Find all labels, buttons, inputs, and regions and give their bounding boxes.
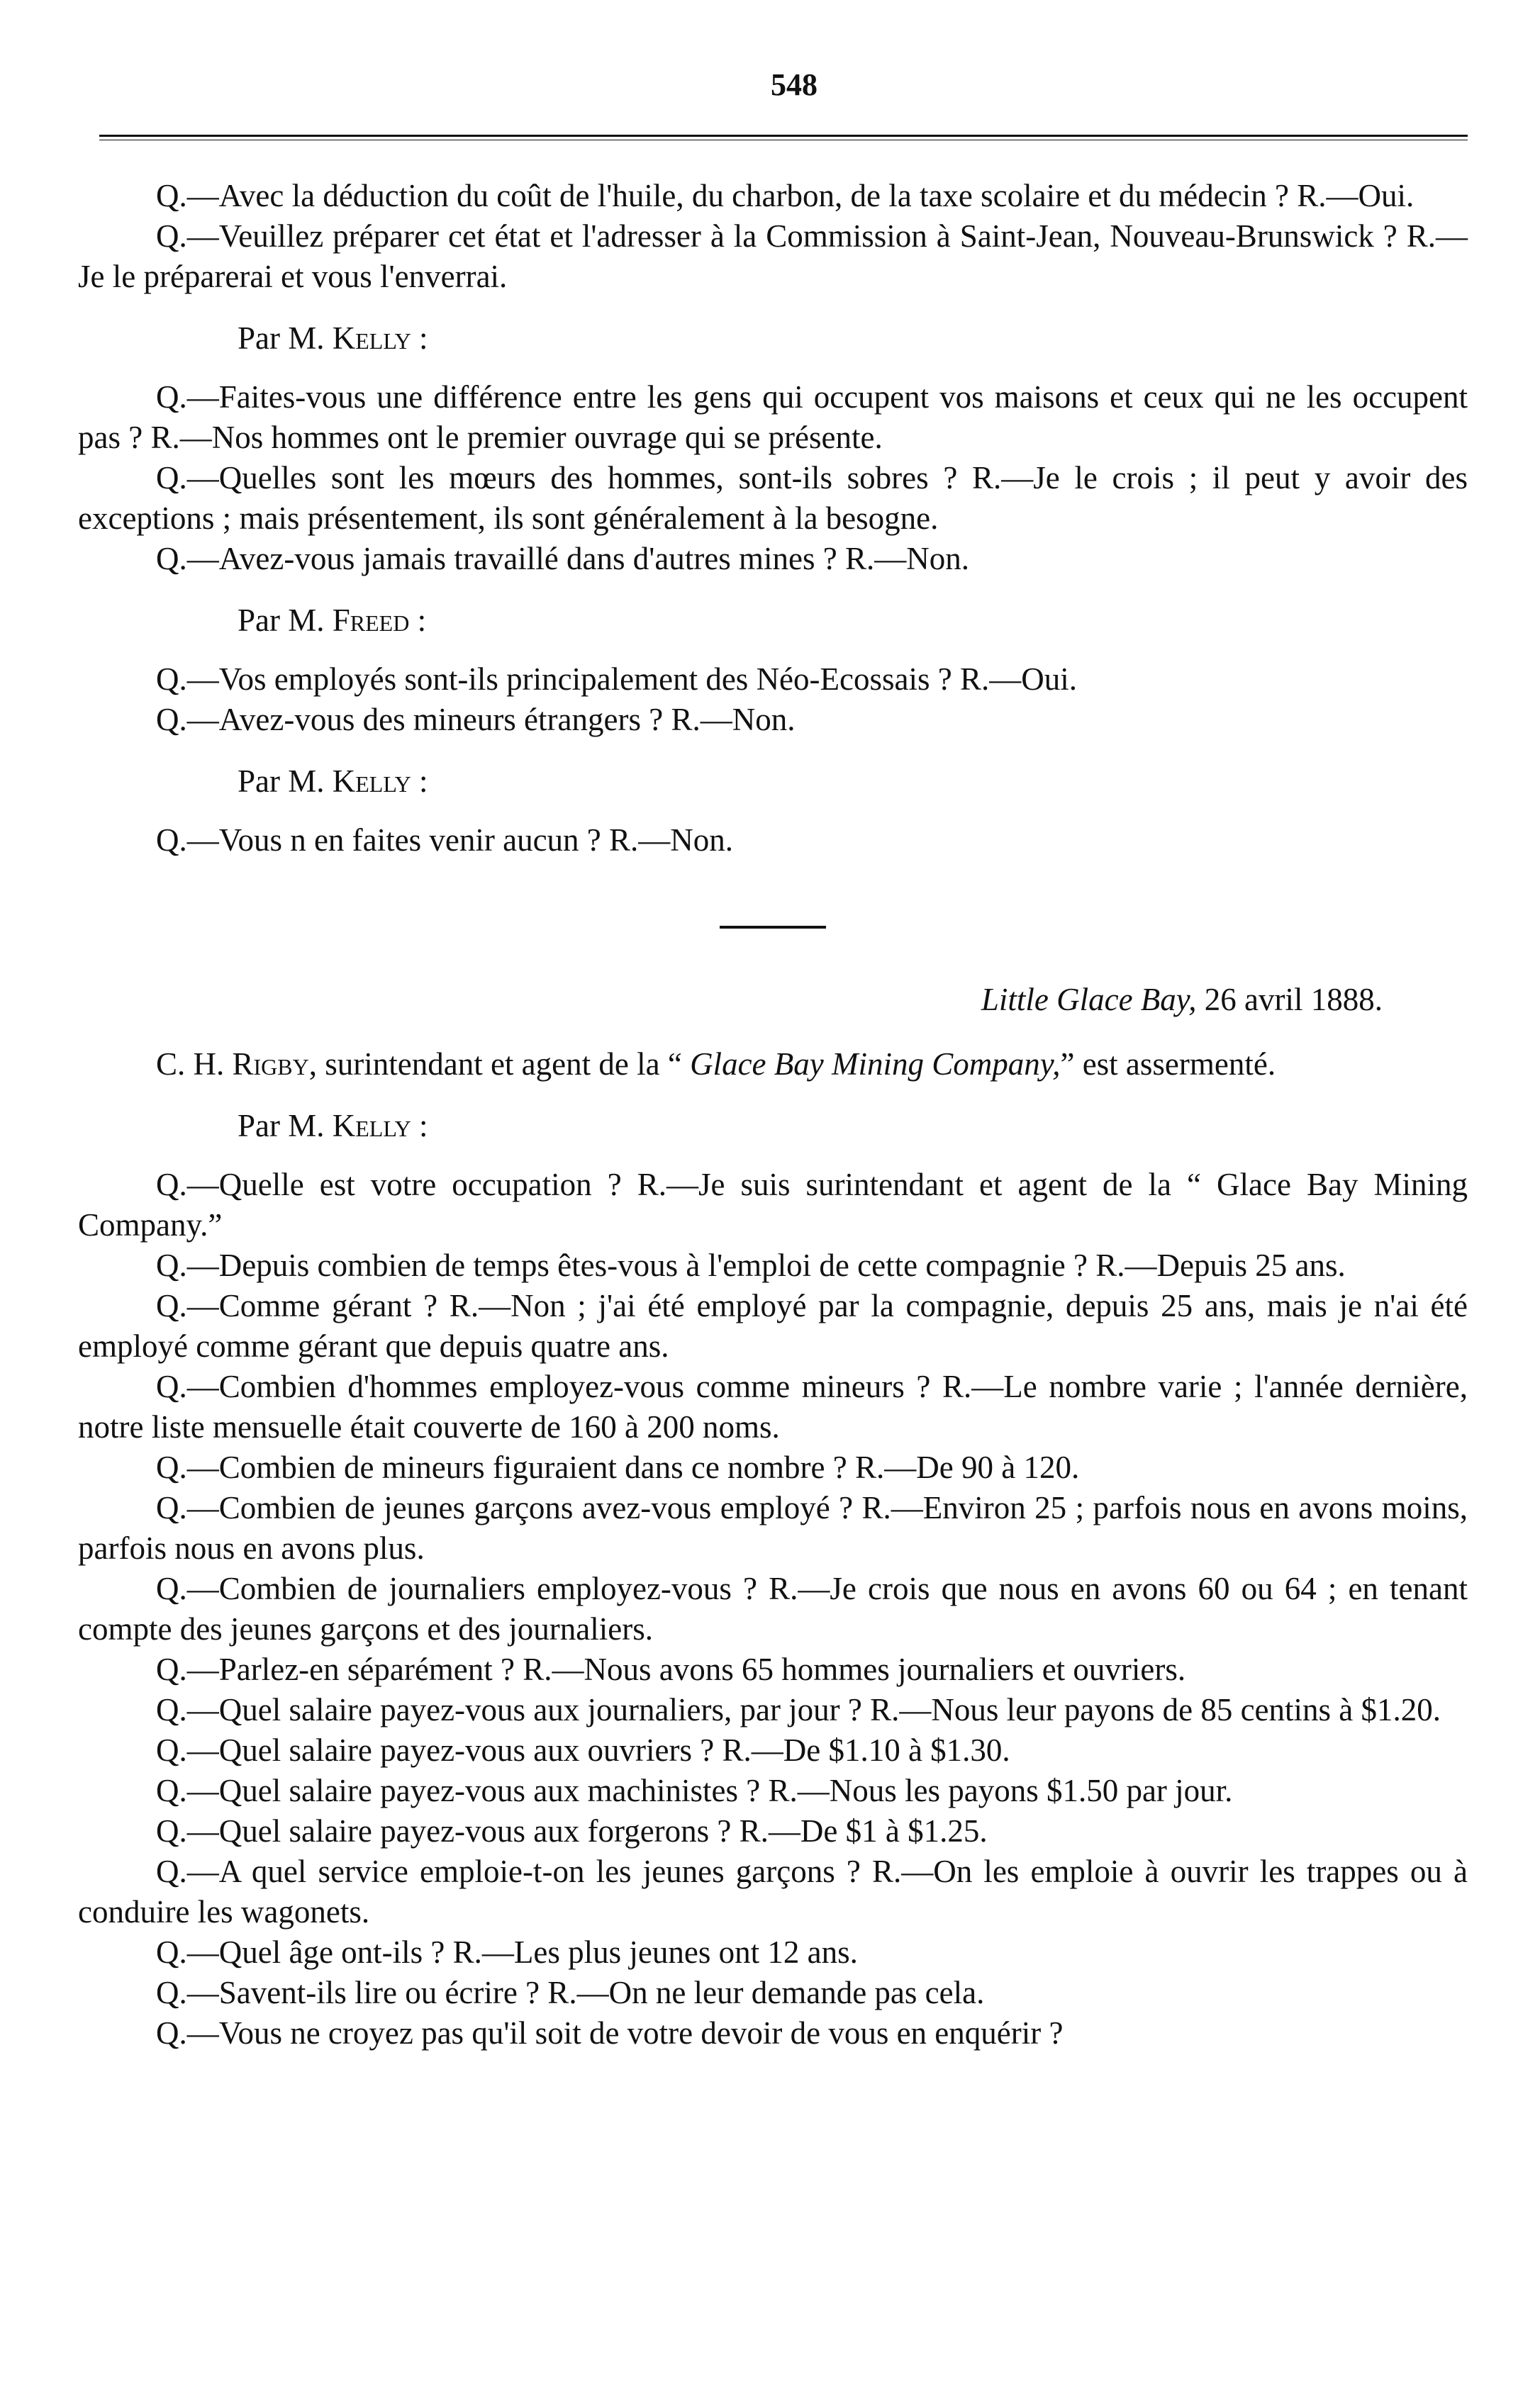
dateline-date: 26 avril 1888. <box>1196 982 1383 1017</box>
qa-paragraph: Q.—Quelles sont les mœurs des hommes, sont-ils sobres ? R.—Je le crois ; il peut y avoir des exceptions ; mais présentement, ils sont généralement à la besogne. <box>78 460 1468 536</box>
qa-paragraph: Q.—Quel salaire payez-vous aux ouvriers ? R.—De $1.10 à $1.30. <box>156 1732 1010 1768</box>
dateline <box>78 980 1468 1020</box>
witness-name: Rigby <box>232 1046 309 1082</box>
qa-paragraph: Q.—Savent-ils lire ou écrire ? R.—On ne leur demande pas cela. <box>156 1975 985 2010</box>
qa-paragraph: Q.—Avez-vous jamais travaillé dans d'autres mines ? R.—Non. <box>156 541 969 576</box>
qa-paragraph: Q.—Quel salaire payez-vous aux forgerons ? R.—De $1 à $1.25. <box>156 1813 988 1849</box>
speaker-prefix: Par M. <box>238 603 325 638</box>
qa-paragraph: Q.—Quel salaire payez-vous aux journaliers, par jour ? R.—Nous leur payons de 85 centins à $1.20. <box>156 1692 1441 1727</box>
qa-paragraph: Q.—Avez-vous des mineurs étrangers ? R.—Non. <box>156 702 796 737</box>
qa-paragraph: Q.—Avec la déduction du coût de l'huile, du charbon, de la taxe scolaire et du médecin ? R.—Oui. <box>156 178 1415 213</box>
speaker-prefix: Par M. <box>238 763 325 799</box>
company-name: Glace Bay Mining Company, <box>690 1046 1061 1082</box>
qa-paragraph: Q.—Faites-vous une différence entre les gens qui occupent vos maisons et ceux qui ne les occupent pas ? R.—Nos hommes ont le premier ouvrage qui se présente. <box>78 379 1468 455</box>
page-body <box>78 176 1468 2054</box>
document-page <box>78 64 1468 2054</box>
speaker-name: Kelly <box>332 763 411 799</box>
qa-paragraph: Q.—Combien de journaliers employez-vous ? R.—Je crois que nous en avons 60 ou 64 ; en tenant compte des jeunes garçons et des journaliers. <box>78 1571 1468 1647</box>
qa-paragraph: Q.—Combien de mineurs figuraient dans ce nombre ? R.—De 90 à 120. <box>156 1450 1080 1485</box>
speaker-suffix: : <box>409 603 427 638</box>
speaker-name: Freed <box>332 603 410 638</box>
header-rule <box>99 135 1468 140</box>
witness-text-end: ” est assermenté. <box>1060 1046 1276 1082</box>
speaker-suffix: : <box>411 320 428 356</box>
speaker-suffix: : <box>411 763 428 799</box>
qa-paragraph: Q.—Combien de jeunes garçons avez-vous employé ? R.—Environ 25 ; parfois nous en avons moins, parfois nous en avons plus. <box>78 1490 1468 1566</box>
page-number: 548 <box>771 67 818 102</box>
qa-paragraph: Q.—Quel salaire payez-vous aux machinistes ? R.—Nous les payons $1.50 par jour. <box>156 1773 1233 1808</box>
speaker-suffix: : <box>411 1108 428 1143</box>
qa-paragraph: Q.—A quel service emploie-t-on les jeunes garçons ? R.—On les emploie à ouvrir les trappes ou à conduire les wagonets. <box>78 1854 1468 1930</box>
speaker-prefix: Par M. <box>238 1108 325 1143</box>
qa-paragraph: Q.—Vous n en faites venir aucun ? R.—Non. <box>156 822 734 858</box>
qa-paragraph: Q.—Comme gérant ? R.—Non ; j'ai été employé par la compagnie, depuis 25 ans, mais je n'ai été employé comme gérant que depuis quatre ans. <box>78 1288 1468 1364</box>
witness-initials: C. H. <box>156 1046 233 1082</box>
witness-paragraph <box>78 1044 1468 1085</box>
qa-paragraph: Q.—Parlez-en séparément ? R.—Nous avons 65 hommes journaliers et ouvriers. <box>156 1652 1186 1687</box>
speaker-prefix: Par M. <box>238 320 325 356</box>
qa-paragraph: Q.—Vous ne croyez pas qu'il soit de votre devoir de vous en enquérir ? <box>156 2015 1064 2051</box>
qa-paragraph: Q.—Vos employés sont-ils principalement des Néo-Ecossais ? R.—Oui. <box>156 661 1077 697</box>
qa-paragraph: Q.—Veuillez préparer cet état et l'adresser à la Commission à Saint-Jean, Nouveau-Brunswick ? R.—Je le préparerai et vous l'enverrai. <box>78 218 1468 294</box>
dateline-place: Little Glace Bay, <box>981 982 1197 1017</box>
qa-paragraph: Q.—Quel âge ont-ils ? R.—Les plus jeunes ont 12 ans. <box>156 1934 858 1970</box>
speaker-name: Kelly <box>332 320 411 356</box>
speaker-heading <box>78 761 1468 802</box>
speaker-name: Kelly <box>332 1108 411 1143</box>
speaker-heading <box>78 318 1468 359</box>
section-separator <box>720 926 826 929</box>
witness-text: , surintendant et agent de la “ <box>308 1046 691 1082</box>
speaker-heading <box>78 600 1468 641</box>
qa-paragraph: Q.—Combien d'hommes employez-vous comme mineurs ? R.—Le nombre varie ; l'année dernière, notre liste mensuelle était couverte de 160 à 200 noms. <box>78 1369 1468 1445</box>
qa-paragraph: Q.—Depuis combien de temps êtes-vous à l'emploi de cette compagnie ? R.—Depuis 25 ans. <box>156 1248 1346 1283</box>
speaker-heading <box>78 1106 1468 1146</box>
qa-paragraph: Q.—Quelle est votre occupation ? R.—Je suis surintendant et agent de la “ Glace Bay Mining Company.” <box>78 1167 1468 1243</box>
